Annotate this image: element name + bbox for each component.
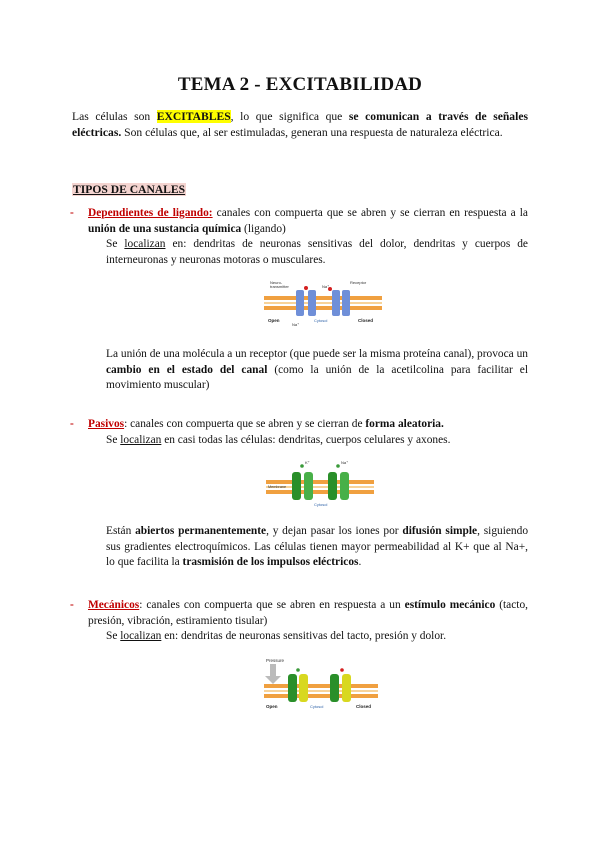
channel-subunit (296, 290, 304, 316)
ligando-text-2: (ligando) (241, 222, 286, 235)
ligando-loc-pre: Se (106, 238, 125, 250)
pasivos-p-bold-1: abiertos permanentemente (135, 525, 267, 537)
intro-text-3: Son células que, al ser estimuladas, generan una respuesta de naturaleza eléctrica. (121, 125, 503, 139)
channel-subunit (308, 290, 316, 316)
pasivos-loc-word: localizan (120, 433, 162, 446)
channel-subunit (342, 290, 350, 316)
pasivos-p-bold-3: trasmisión de los impulsos eléctricos (182, 556, 359, 568)
fig-label: Receptor (350, 280, 367, 285)
channel-subunit (292, 472, 301, 500)
intro-text-2: , lo que significa que (230, 110, 349, 123)
passive-channel-figure (264, 458, 376, 508)
channel-subunit (332, 290, 340, 316)
pasivos-location (88, 433, 528, 449)
fig-label: Cytosol (314, 318, 328, 323)
mecanicos-loc-text: en: dendritas de neuronas sensitivas del tacto, presión y dolor. (161, 630, 447, 642)
section-title: TIPOS DE CANALES (73, 183, 186, 196)
fig-label: K⁺ (305, 460, 310, 465)
ligando-text-1: canales con compuerta que se abren y se cierran en respuesta a la (212, 207, 528, 219)
channel-subunit (342, 674, 351, 702)
ligando-location (88, 237, 528, 268)
pasivos-name: Pasivos (88, 418, 125, 430)
ligand-molecule (304, 286, 308, 290)
ligand-channel-figure (262, 278, 384, 328)
mecanicos-text-1: : canales con compuerta que se abren en respuesta a un (139, 599, 405, 611)
ligando-p-text-1: La unión de una molécula a un receptor (que puede ser la misma proteína canal), provoca un (106, 348, 528, 360)
mecanicos-name: Mecánicos (88, 599, 140, 611)
bullet-dash: - (70, 599, 74, 611)
mecanicos-bold: estímulo mecánico (404, 599, 496, 611)
channel-subunit (288, 674, 297, 702)
membrane-bilayer (264, 684, 378, 698)
fig-label: Na⁺ (292, 322, 300, 327)
pressure-arrow-icon (265, 664, 281, 684)
intro-text-1: Las células son (72, 110, 157, 123)
fig-label: Closed (358, 318, 374, 323)
intro-bold: se comunican a través de señales eléctricas. (72, 110, 528, 139)
fig-label: Pressure (266, 658, 285, 663)
fig-label: Closed (356, 704, 372, 709)
mecanicos-location (88, 629, 528, 645)
channel-subunit (299, 674, 308, 702)
fig-label: Open (268, 318, 280, 323)
fig-label: Na⁺ (322, 284, 330, 289)
channel-subunit (328, 472, 337, 500)
mecanicos-loc-pre: Se (106, 630, 121, 642)
ligando-name: Dependientes de ligando: (88, 207, 213, 219)
fig-label: Neuro- (270, 280, 283, 285)
fig-label: Open (266, 704, 278, 709)
fig-label: Na⁺ (341, 460, 349, 465)
pasivos-loc-pre: Se (106, 433, 121, 446)
fig-label: transmitter (270, 284, 289, 289)
ligando-p-bold: cambio en el estado del canal (106, 363, 268, 376)
pasivos-p-bold-2: difusión simple (402, 525, 478, 537)
ligando-p-text-2: (como la unión de la acetilcolina para facilitar el movimiento muscular) (106, 363, 529, 391)
membrane-bilayer (264, 296, 382, 310)
fig-label: Cytosol (310, 704, 324, 709)
pasivos-p-text-2: , y dejan pasar los iones por (266, 525, 403, 537)
mechanical-channel-figure (262, 656, 380, 710)
list-item-pasivos (70, 417, 528, 448)
ligando-bold: unión de una sustancia química (88, 222, 242, 235)
intro-paragraph (72, 109, 528, 140)
ion-particle (336, 464, 340, 468)
pasivos-explanation (106, 524, 528, 571)
pasivos-p-text-1: Están (106, 525, 136, 537)
pasivos-text-1: : canales con compuerta que se abren y se cierran de (124, 418, 366, 430)
fig-label: Cytosol (314, 502, 328, 507)
ligando-loc-text: en: dendritas de neuronas sensitivas del dolor, dendritas y cuerpos de interneuronas y neuronas motoras o musculares. (106, 238, 528, 266)
ligando-explanation (106, 347, 528, 394)
mecanicos-text-2: (tacto, presión, vibración, estiramiento tisular) (88, 599, 528, 627)
bullet-dash: - (70, 207, 74, 219)
mecanicos-loc-word: localizan (120, 630, 162, 642)
pasivos-p-text-4: . (358, 556, 362, 568)
pasivos-definition (88, 417, 528, 433)
ion-particle (300, 464, 304, 468)
ligando-loc-word: localizan (124, 238, 166, 250)
bullet-dash: - (70, 418, 74, 430)
intro-highlight: EXCITABLES (156, 110, 231, 123)
pasivos-loc-text: en casi todas las células: dendritas, cuerpos celulares y axones. (161, 433, 451, 446)
channel-subunit (330, 674, 339, 702)
page-title: TEMA 2 - EXCITABILIDAD (177, 74, 423, 95)
ligando-definition (88, 206, 528, 237)
mecanicos-definition (88, 598, 528, 629)
channel-subunit (304, 472, 313, 500)
channel-subunit (340, 472, 349, 500)
list-item-ligando (70, 206, 528, 268)
ion-particle (340, 668, 344, 672)
list-item-mecanicos (70, 598, 528, 645)
pasivos-bold: forma aleatoria. (365, 418, 444, 430)
ion-particle (296, 668, 300, 672)
pasivos-p-text-3: , siguiendo sus gradientes electroquímicos. Las células tienen mayor permeabilidad al K+ que al Na+, lo que facilita la (106, 525, 529, 568)
fig-label: Membrane (268, 485, 287, 489)
